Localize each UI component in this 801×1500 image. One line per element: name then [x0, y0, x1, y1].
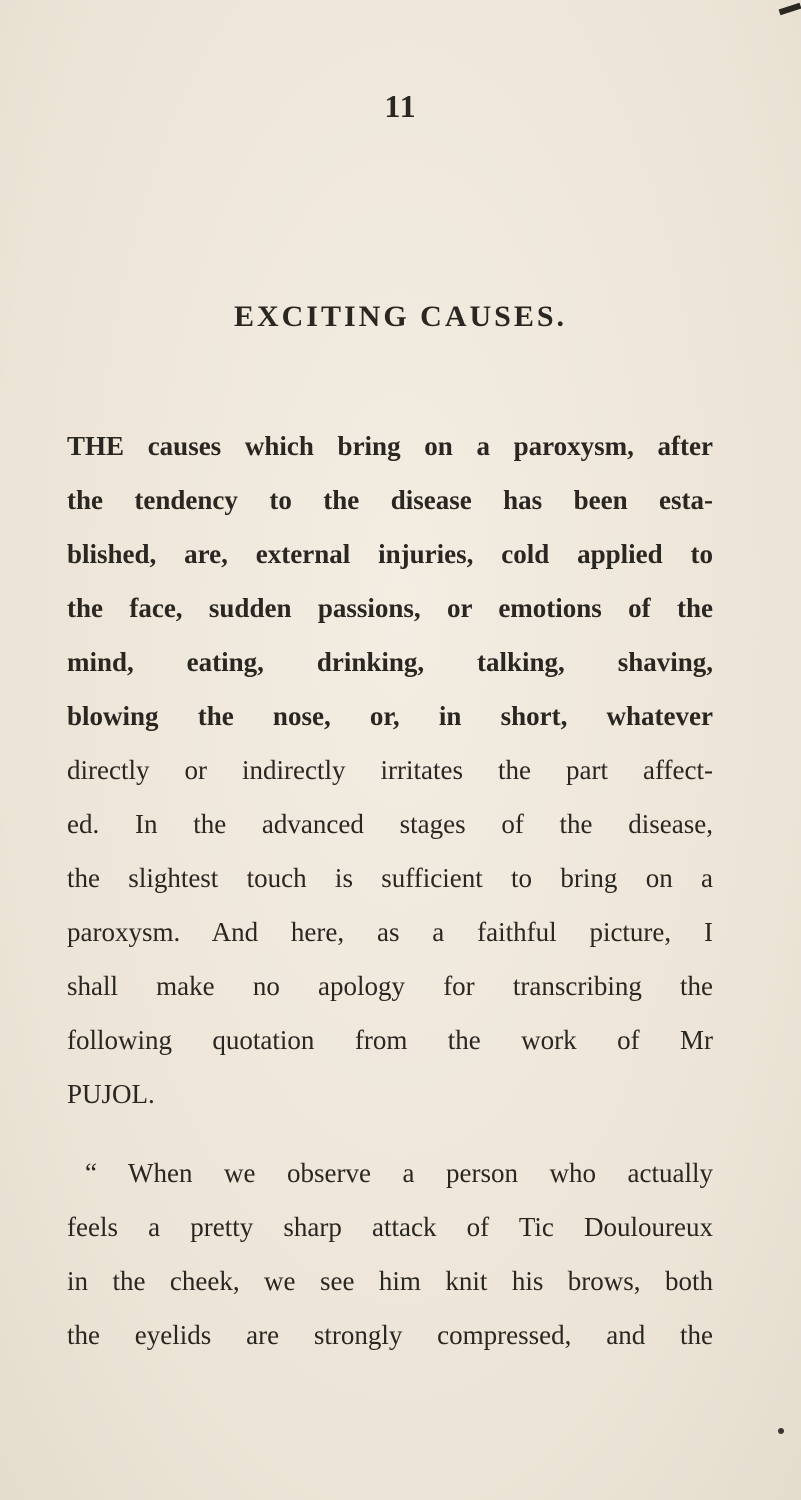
- text-line: mind, eating, drinking, talking, shaving,: [67, 647, 713, 677]
- text-line: feels a pretty sharp attack of Tic Douloureux: [67, 1212, 713, 1242]
- text-line: the eyelids are strongly compressed, and the: [67, 1320, 713, 1350]
- section-heading: EXCITING CAUSES.: [233, 300, 568, 333]
- text-line: paroxysm. And here, as a faithful picture, I: [67, 917, 713, 947]
- corner-ink-mark: [779, 3, 801, 16]
- text-line: following quotation from the work of Mr: [67, 1025, 713, 1055]
- text-line: the tendency to the disease has been esta-: [67, 485, 713, 515]
- text-line: shall make no apology for transcribing the: [67, 971, 713, 1001]
- ink-speck: [778, 1428, 784, 1434]
- text-line: directly or indirectly irritates the part affect-: [67, 755, 713, 785]
- paragraph-quotation: [67, 1146, 713, 1362]
- text-line: “ When we observe a person who actually: [85, 1158, 713, 1188]
- text-line: PUJOL.: [67, 1079, 155, 1109]
- text-line: the face, sudden passions, or emotions of the: [67, 593, 713, 623]
- text-line: blished, are, external injuries, cold applied to: [67, 539, 713, 569]
- text-line: the slightest touch is sufficient to bring on a: [67, 863, 713, 893]
- paragraph-causes: [67, 419, 713, 1121]
- text-line: in the cheek, we see him knit his brows, both: [67, 1266, 713, 1296]
- text-line: ed. In the advanced stages of the disease,: [67, 809, 713, 839]
- text-line: THE causes which bring on a paroxysm, after: [67, 431, 713, 461]
- text-line: blowing the nose, or, in short, whatever: [67, 701, 713, 731]
- page-number: 11: [384, 88, 417, 124]
